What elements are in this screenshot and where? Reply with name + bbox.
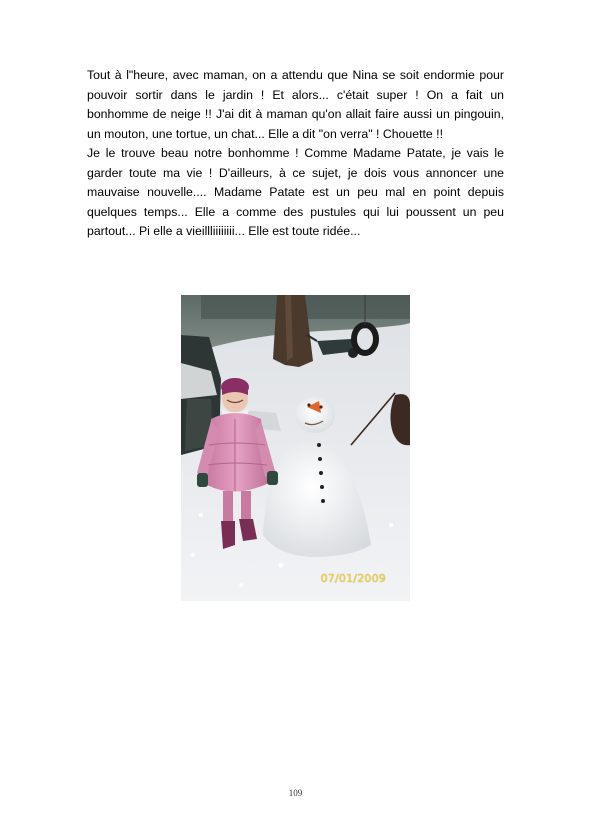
page-number: 109 — [288, 788, 303, 798]
child-left-mitten — [197, 473, 208, 487]
child-right-mitten — [267, 471, 278, 485]
date-stamp: 07/01/2009 — [320, 572, 386, 585]
snowman-head — [295, 397, 335, 433]
child-left-boot — [221, 521, 235, 549]
paragraph-1: Tout à l"heure, avec maman, on a attendu que Nina se soit endormie pour pouvoir sortir dans le jardin ! Et alors... c'était super ! On a fait un bonhomme de neige !! J'ai dit à maman qu'on allait faire aussi un pingouin, un mouton, une tortue, un chat... Elle a dit "on verra" ! Chouette !! — [87, 68, 504, 141]
snowman-photo-illustration — [181, 295, 410, 601]
paragraph-2: Je le trouve beau notre bonhomme ! Comme Madame Patate, je vais le garder toute ma vie ! D'ailleurs, à ce sujet, je dois vous annoncer une mauvaise nouvelle.... Madame Patate est un peu mal en point depuis quelques temps... Elle a comme des pustules qui lui poussent un peu partout... Pi elle a vieillliiiiiiii... Elle est toute ridée... — [87, 146, 504, 238]
body-text — [87, 66, 504, 242]
snowman-photo — [181, 295, 410, 601]
